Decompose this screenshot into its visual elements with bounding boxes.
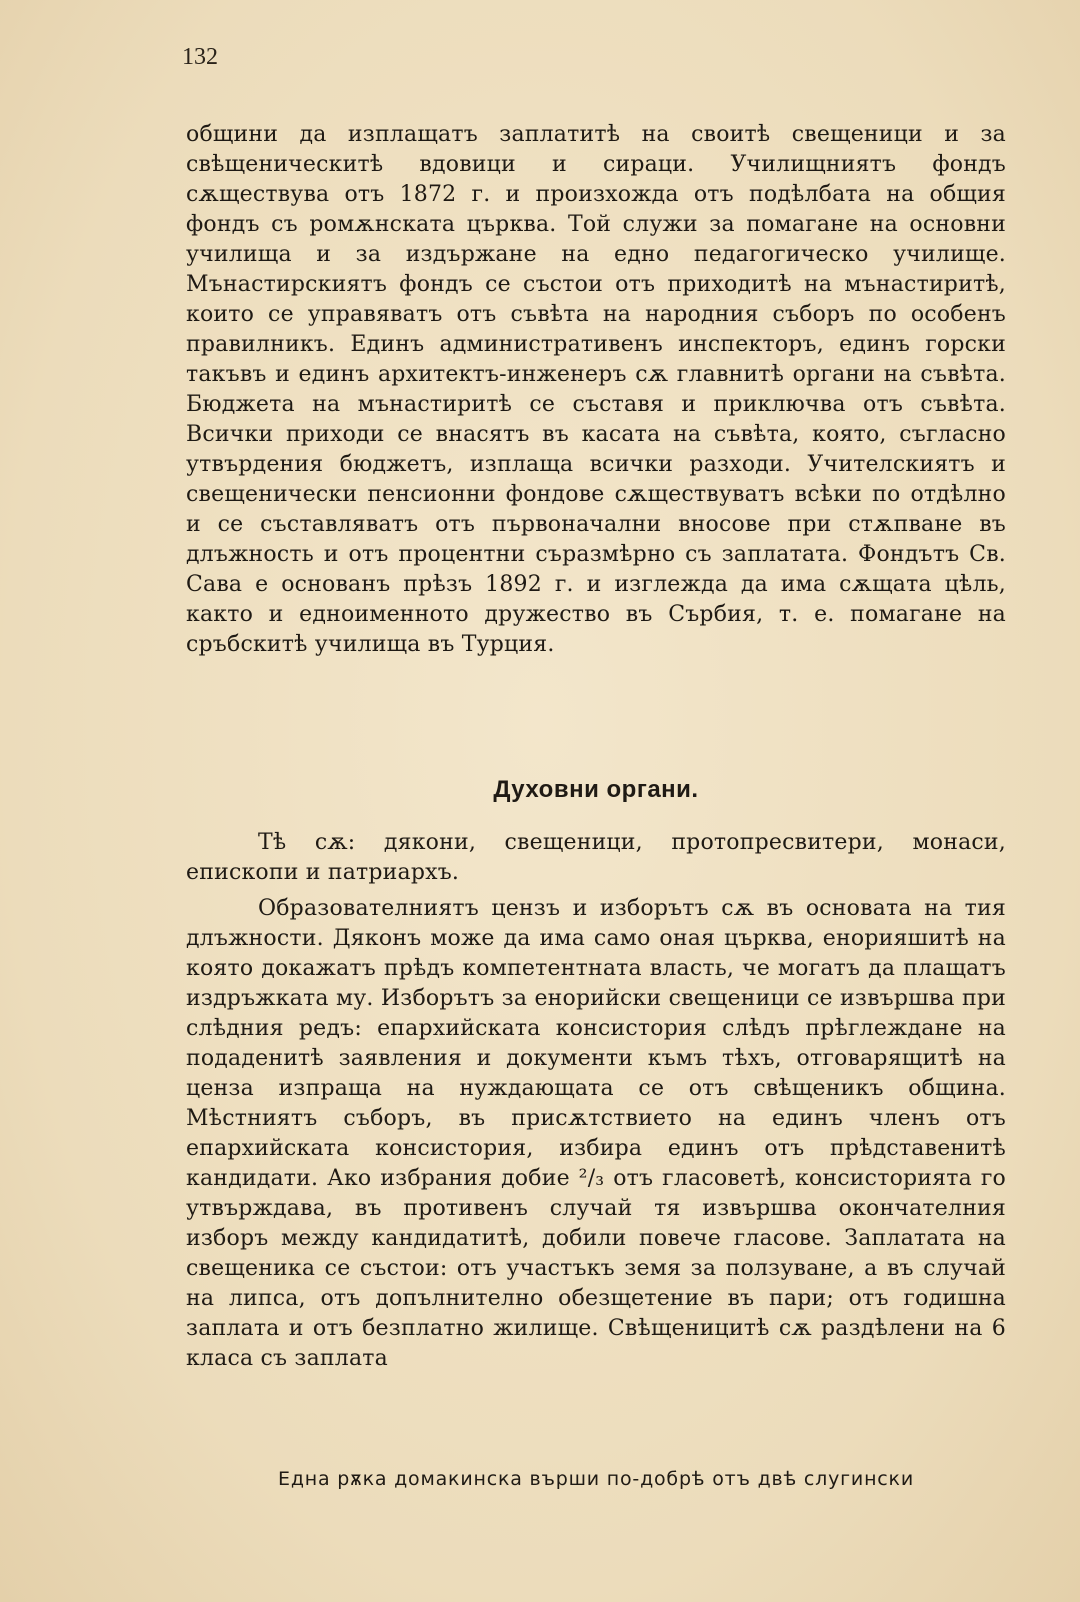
paragraph-funds: общини да изплащатъ заплатитѣ на своитѣ свещеници и за свѣщеническитѣ вдовици и сираци. Училищниятъ фондъ сѫществува отъ 1872 г. и произхожда отъ подѣлбата на общия фондъ съ ромѫнската църква. Той служи за помагане на основни училища и за издържане на едно педагогическо училище. Мънастирскиятъ фондъ се състои отъ приходитѣ на мънастиритѣ, които се управяватъ отъ съвѣта на народния съборъ по особенъ правилникъ. Единъ административенъ инспекторъ, единъ горски такъвъ и единъ архитектъ-инженеръ сѫ главнитѣ органи на съвѣта. Бюджета на мънастиритѣ се съставя и приключва отъ съвѣта. Всички приходи се внасятъ въ касата на съвѣта, която, съгласно утвърдения бюджетъ, изплаща всички разходи. Учителскиятъ и свещенически пенсионни фондове сѫществуватъ всѣки по отдѣлно и се съставляватъ отъ първоначални вносове при стѫпване въ длъжность и отъ процентни съразмѣрно съ заплатата. Фондътъ Св. Сава е основанъ прѣзъ 1892 г. и изглежда да има сѫщата цѣль, както и едноименното дружество въ Сърбия, т. е. помагане на сръбскитѣ училища въ Турция. [186,122,1006,657]
paragraph-election: Образователниятъ цензъ и изборътъ сѫ въ основата на тия длъжности. Дяконъ може да има само оная църква, енорияшитѣ на която докажатъ прѣдъ компетентната власть, че могатъ да плащатъ издръжката му. Изборътъ за енорийски свещеници се извършва при слѣдния редъ: епархийската консистория слѣдъ прѣглеждане на подаденитѣ заявления и документи къмъ тѣхъ, отговарящитѣ на ценза изпраща на нуждающата се отъ свѣщеникъ община. Мѣстниятъ съборъ, въ присѫтствието на единъ членъ отъ епархийската консистория, избира единъ отъ прѣдставенитѣ кандидати. Ако избрания добие ²/₃ отъ гласоветѣ, консисторията го утвърждава, въ противенъ случай тя извършва окончателния изборъ между кандидатитѣ, добили повече гласове. Заплатата на свещеника се състои: отъ участъкъ земя за ползуване, а въ случай на липса, отъ допълнително обезщетение въ пари; отъ годишна заплата и отъ безплатно жилище. Свѣщеницитѣ сѫ раздѣлени на 6 класа съ заплата [186,896,1006,1371]
page-number: 132 [182,44,218,70]
paragraph-clergy-list: Тѣ сѫ: дякони, свещеници, протопресвитери, монаси, епископи и патриархъ. [186,830,1006,885]
footer-motto: Една рѫка домакинска върши по-добрѣ отъ двѣ слугински [278,1468,914,1490]
section-heading: Духовни органи. [493,776,699,803]
